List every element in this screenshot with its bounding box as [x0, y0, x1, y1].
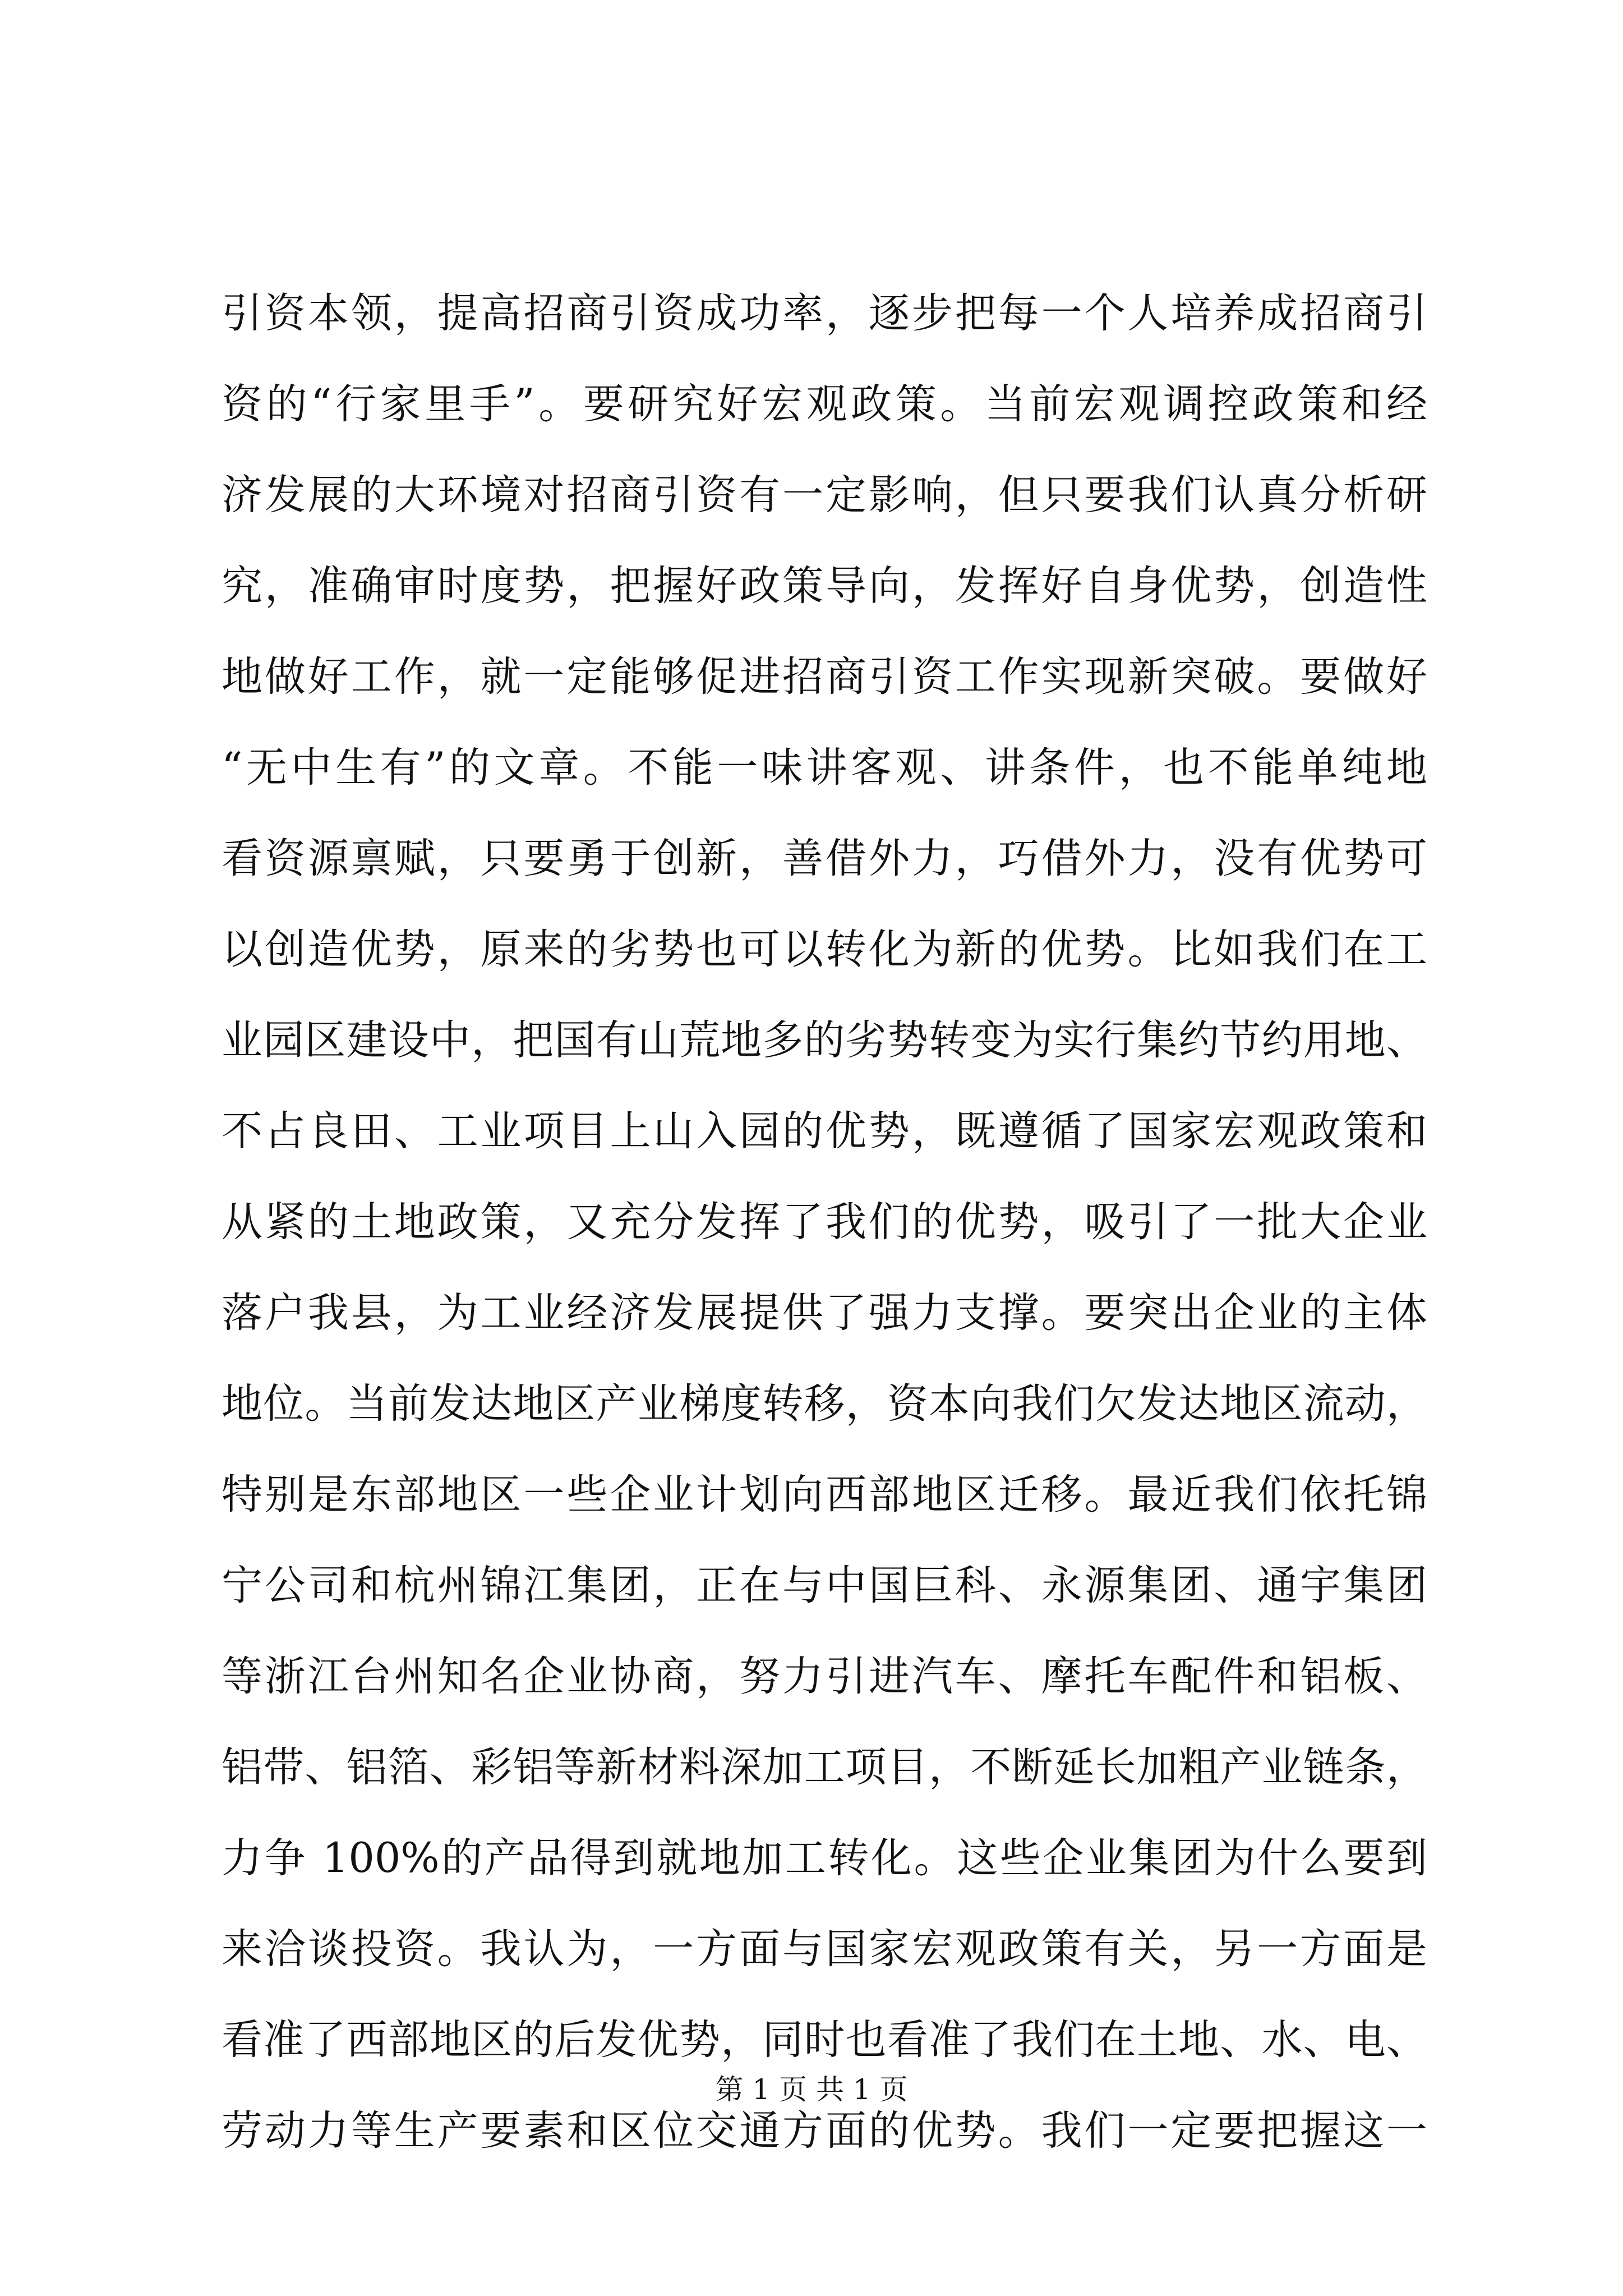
- text-line-8: 以创造优势，原来的劣势也可以转化为新的优势。比如我们在工: [222, 926, 1427, 973]
- text-line-20: 看准了西部地区的后发优势，同时也看准了我们在土地、水、电、: [222, 2016, 1427, 2064]
- text-line-17: 铝带、铝箔、彩铝等新材料深加工项目，不断延长加粗产业链条，: [222, 1743, 1427, 1791]
- text-line-1: 引资本领，提高招商引资成功率，逐步把每一个人培养成招商引: [222, 289, 1427, 337]
- text-line-7: 看资源禀赋，只要勇于创新，善借外力，巧借外力，没有优势可: [222, 835, 1427, 882]
- text-line-12: 落户我县，为工业经济发展提供了强力支撑。要突出企业的主体: [222, 1289, 1427, 1337]
- text-line-14: 特别是东部地区一些企业计划向西部地区迁移。最近我们依托锦: [222, 1471, 1427, 1519]
- text-line-4: 究，准确审时度势，把握好政策导向，发挥好自身优势，创造性: [222, 562, 1427, 610]
- text-line-13: 地位。当前发达地区产业梯度转移，资本向我们欠发达地区流动，: [222, 1380, 1427, 1428]
- text-line-2: 资的“行家里手”。要研究好宏观政策。当前宏观调控政策和经: [222, 380, 1427, 428]
- text-line-10: 不占良田、工业项目上山入园的优势，既遵循了国家宏观政策和: [222, 1107, 1427, 1155]
- page-footer: 第 1 页 共 1 页: [715, 2073, 908, 2106]
- text-line-21: 劳动力等生产要素和区位交通方面的优势。我们一定要把握这一: [222, 2107, 1427, 2155]
- text-line-18: 力争 100%的产品得到就地加工转化。这些企业集团为什么要到: [222, 1834, 1427, 1882]
- body-text: [222, 268, 1427, 2177]
- text-line-9: 业园区建设中，把国有山荒地多的劣势转变为实行集约节约用地、: [222, 1016, 1427, 1064]
- text-line-11: 从紧的土地政策，又充分发挥了我们的优势，吸引了一批大企业: [222, 1198, 1427, 1246]
- text-line-15: 宁公司和杭州锦江集团，正在与中国巨科、永源集团、通宇集团: [222, 1562, 1427, 1609]
- text-line-3: 济发展的大环境对招商引资有一定影响，但只要我们认真分析研: [222, 471, 1427, 519]
- text-line-5: 地做好工作，就一定能够促进招商引资工作实现新突破。要做好: [222, 653, 1427, 701]
- text-line-16: 等浙江台州知名企业协商，努力引进汽车、摩托车配件和铝板、: [222, 1653, 1427, 1700]
- text-line-19: 来洽谈投资。我认为，一方面与国家宏观政策有关，另一方面是: [222, 1925, 1427, 1973]
- text-line-6: “无中生有”的文章。不能一味讲客观、讲条件，也不能单纯地: [222, 744, 1427, 792]
